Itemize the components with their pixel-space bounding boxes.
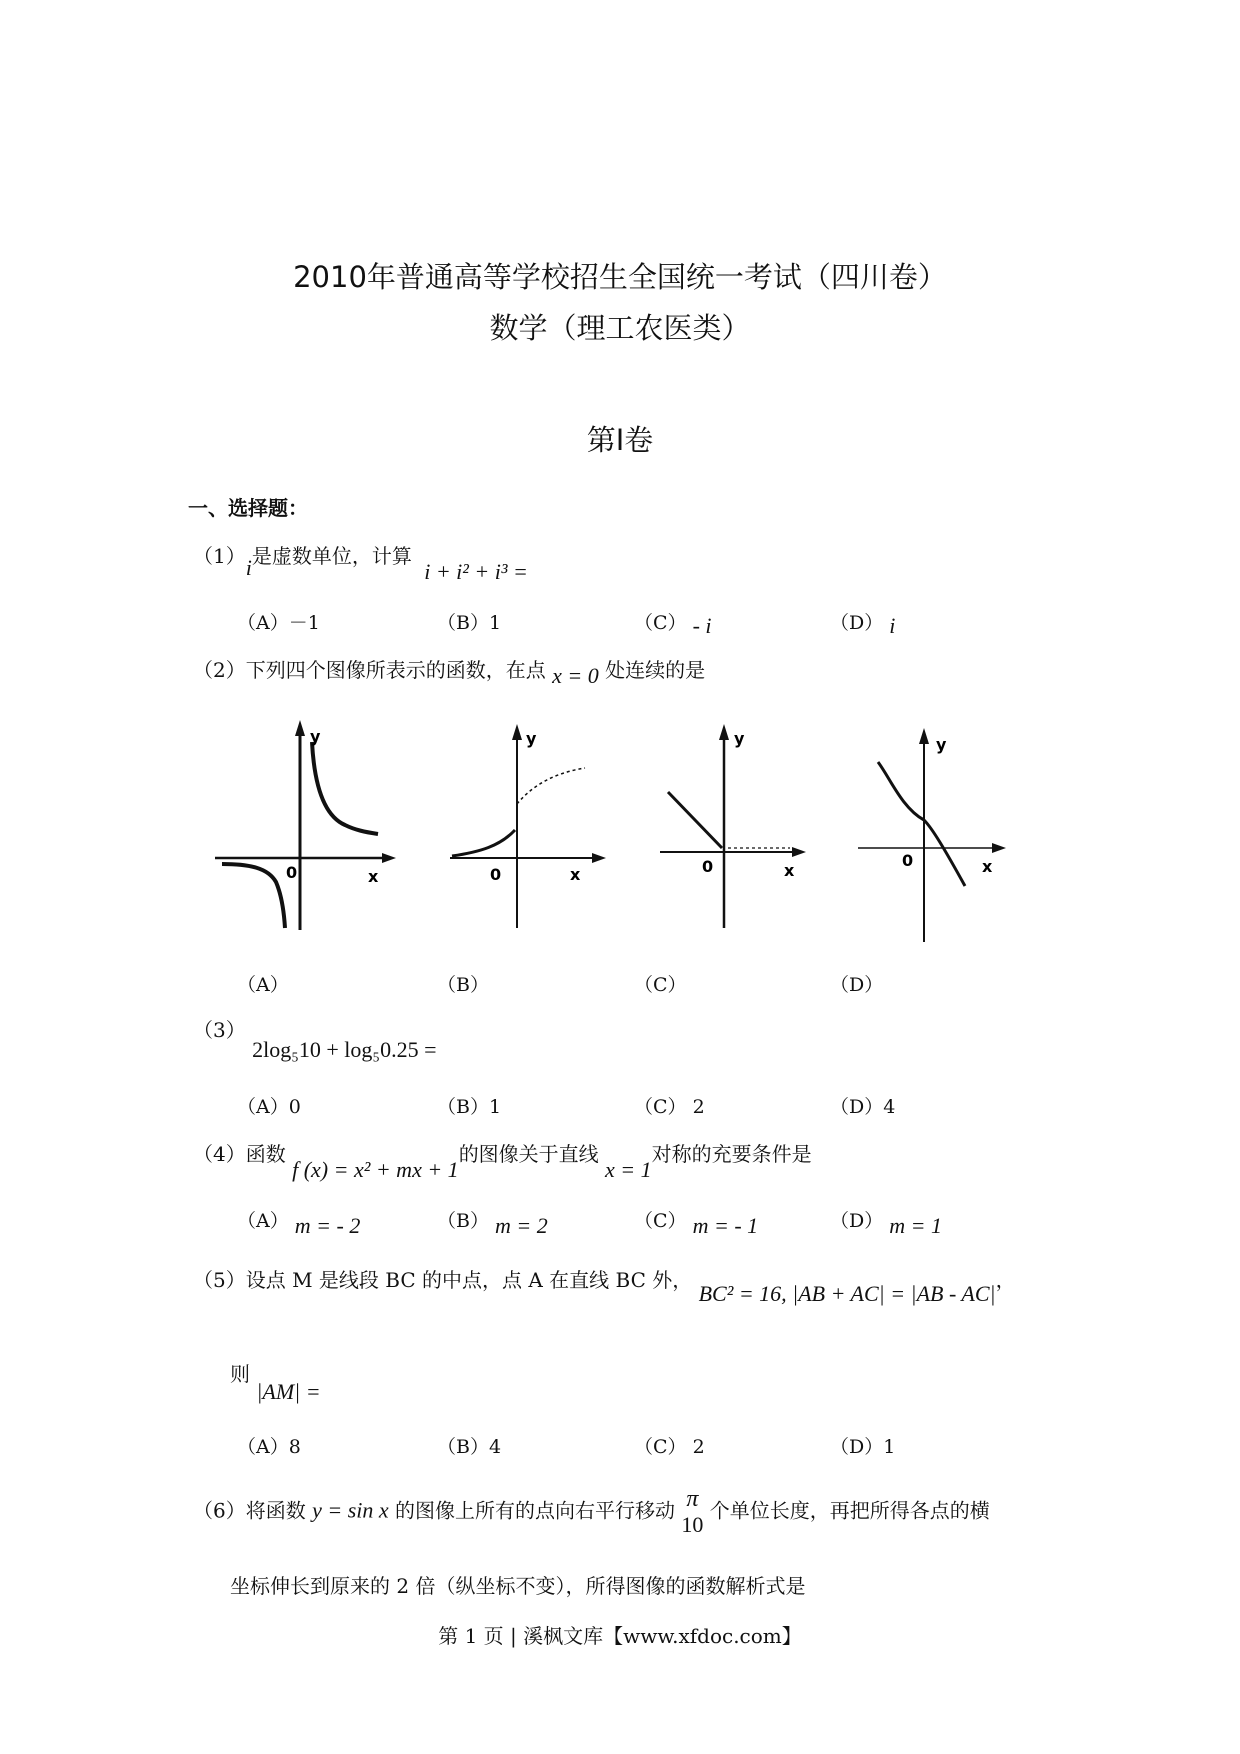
q6-expr: y = sin x <box>312 1497 389 1523</box>
section-heading: 一、选择题： <box>188 496 308 520</box>
svg-text:x: x <box>570 865 581 884</box>
q2-label-a: （A） <box>237 974 289 996</box>
q3-option-d: （D）4 <box>830 1096 896 1118</box>
q6-fraction: π 10 <box>681 1486 704 1537</box>
exam-subtitle: 数学（理工农医类） <box>489 311 751 345</box>
graph-b <box>450 724 606 928</box>
q5-option-b: （B）4 <box>437 1436 502 1458</box>
q2-math: x = 0 <box>552 663 599 688</box>
q1-option-d: （D） i <box>830 612 896 638</box>
graph-a-y-label: y <box>310 727 321 746</box>
question-5-ask: 则 |AM| = <box>230 1362 321 1404</box>
q2-graphs <box>200 720 1020 950</box>
exam-title: 2010年普通高等学校招生全国统一考试（四川卷） <box>293 260 947 294</box>
q4-option-b: （B） m = 2 <box>437 1210 548 1238</box>
q2-label-b: （B） <box>437 974 489 996</box>
question-2: （2）下列四个图像所表示的函数，在点 x = 0 处连续的是 <box>193 658 706 688</box>
q5-option-c: （C） 2 <box>634 1436 705 1458</box>
q5-ask: |AM| = <box>256 1379 321 1404</box>
q4-line: x = 1 <box>605 1157 652 1182</box>
q5-option-d: （D）1 <box>830 1436 896 1458</box>
svg-text:x: x <box>784 861 795 880</box>
q3-option-c: （C） 2 <box>634 1096 705 1118</box>
question-5: （5）设点 M 是线段 BC 的中点，点 A 在直线 BC 外， BC² = 16, |AB + AC| = |AB - AC|， <box>193 1268 1016 1306</box>
q2-label-d: （D） <box>830 974 884 996</box>
question-1 <box>193 540 528 584</box>
graph-a-origin: 0 <box>286 863 298 882</box>
q4-option-d: （D） m = 1 <box>830 1210 943 1238</box>
svg-text:y: y <box>936 735 947 754</box>
q5-expr: BC² = 16, |AB + AC| = |AB - AC| <box>698 1281 996 1306</box>
page-footer: 第 1 页 | 溪枫文库【www.xfdoc.com】 <box>438 1624 802 1648</box>
q4-option-a: （A） m = - 2 <box>237 1210 361 1238</box>
graph-a <box>215 720 396 930</box>
svg-text:y: y <box>734 729 745 748</box>
q1-number: （1） <box>193 544 246 568</box>
q2-label-c: （C） <box>634 974 687 996</box>
q1-option-b: （B）1 <box>437 612 502 634</box>
q3-expr: 2log₅10 + log₅0.25 = <box>252 1037 437 1062</box>
svg-text:0: 0 <box>902 851 914 870</box>
q3-option-b: （B）1 <box>437 1096 502 1118</box>
q4-option-c: （C） m = - 1 <box>634 1210 759 1238</box>
graph-c <box>660 724 806 928</box>
q4-expr: f (x) = x² + mx + 1 <box>292 1157 459 1182</box>
q1-option-a: （A）－1 <box>237 612 320 634</box>
question-6: （6）将函数 y = sin x 的图像上所有的点向右平行移动 π 10 个单位长度，再把所得各点的横 <box>193 1486 990 1537</box>
svg-text:0: 0 <box>490 865 502 884</box>
q1-var: i <box>245 555 252 580</box>
svg-text:0: 0 <box>702 857 714 876</box>
graph-d <box>858 728 1006 942</box>
q1-option-c: （C） - i <box>634 612 712 638</box>
question-6-line2: 坐标伸长到原来的 2 倍（纵坐标不变），所得图像的函数解析式是 <box>230 1574 806 1598</box>
q1-expr: i + i² + i³ = <box>424 559 528 584</box>
q5-option-a: （A）8 <box>237 1436 301 1458</box>
q3-option-a: （A）0 <box>237 1096 301 1118</box>
volume-heading: 第Ⅰ卷 <box>586 423 654 457</box>
svg-text:y: y <box>526 729 537 748</box>
question-4: （4）函数 f (x) = x² + mx + 1的图像关于直线 x = 1对称的充要条件是 <box>193 1142 812 1182</box>
question-3: （3） 2log₅10 + log₅0.25 = <box>193 1018 437 1062</box>
q1-text: 是虚数单位，计算 <box>251 544 412 568</box>
graph-a-x-label: x <box>368 867 379 886</box>
svg-text:x: x <box>982 857 993 876</box>
